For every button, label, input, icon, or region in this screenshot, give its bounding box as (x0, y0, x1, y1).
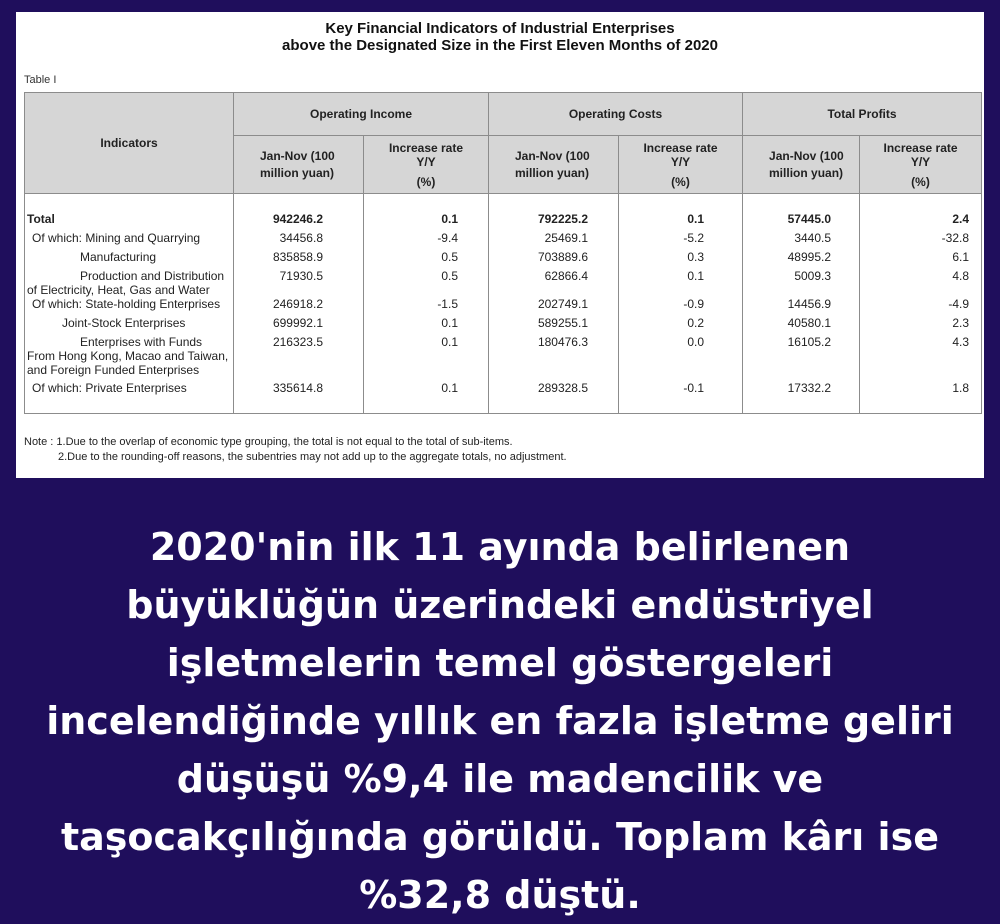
table-card (16, 12, 984, 478)
cell: 1.8 (860, 377, 982, 414)
cell: 0.2 (619, 316, 743, 335)
row-label: Total (25, 212, 234, 231)
profits-rate-header: Increase rate Y/Y (%) (860, 136, 982, 194)
cell: -4.9 (860, 297, 982, 316)
financial-indicators-table (24, 92, 982, 414)
cell: -0.1 (619, 377, 743, 414)
row-label: Enterprises with Funds From Hong Kong, Macao and Taiwan, and Foreign Funded Enterprises (25, 335, 234, 377)
cell: 0.1 (364, 212, 489, 231)
row-label: Of which: State-holding Enterprises (25, 297, 234, 316)
table-title-line-1: Key Financial Indicators of Industrial Enterprises (325, 20, 675, 37)
cell: 5009.3 (743, 269, 860, 297)
cell: 289328.5 (489, 377, 619, 414)
cell: 835858.9 (234, 250, 364, 269)
table-row (25, 212, 982, 231)
cell: 335614.8 (234, 377, 364, 414)
cell: 0.3 (619, 250, 743, 269)
cell: 246918.2 (234, 297, 364, 316)
cell: 2.3 (860, 316, 982, 335)
note-line-2: 2.Due to the rounding-off reasons, the subentries may not add up to the aggregate totals, no adjustment. (58, 451, 567, 463)
row-label: Manufacturing (25, 250, 234, 269)
cell: 0.0 (619, 335, 743, 377)
cell: 942246.2 (234, 212, 364, 231)
cell: 14456.9 (743, 297, 860, 316)
cell: 4.8 (860, 269, 982, 297)
cell: 16105.2 (743, 335, 860, 377)
cell: -5.2 (619, 231, 743, 250)
table-note (24, 435, 567, 465)
cell: 0.1 (364, 377, 489, 414)
cell: 2.4 (860, 212, 982, 231)
table-row (25, 231, 982, 250)
cell: 40580.1 (743, 316, 860, 335)
profits-value-header: Jan-Nov (100 million yuan) (743, 136, 860, 194)
total-profits-header: Total Profits (743, 93, 982, 136)
cell: 0.1 (364, 335, 489, 377)
cell: -32.8 (860, 231, 982, 250)
row-label: Of which: Mining and Quarrying (25, 231, 234, 250)
cell: 62866.4 (489, 269, 619, 297)
cell: -0.9 (619, 297, 743, 316)
note-line-1: Note : 1.Due to the overlap of economic type grouping, the total is not equal to the total of sub-items. (24, 436, 513, 448)
cell: 699992.1 (234, 316, 364, 335)
table-title-line-2: above the Designated Size in the First Eleven Months of 2020 (282, 37, 718, 54)
cell: 0.5 (364, 250, 489, 269)
row-label: Joint-Stock Enterprises (25, 316, 234, 335)
table-row (25, 377, 982, 414)
operating-costs-header: Operating Costs (489, 93, 743, 136)
cell: 57445.0 (743, 212, 860, 231)
income-value-header: Jan-Nov (100 million yuan) (234, 136, 364, 194)
cell: 0.5 (364, 269, 489, 297)
operating-income-header: Operating Income (234, 93, 489, 136)
table-row (25, 316, 982, 335)
table-row (25, 269, 982, 297)
cell: 792225.2 (489, 212, 619, 231)
row-label: Of which: Private Enterprises (25, 377, 234, 414)
caption-text: 2020'nin ilk 11 ayında belirlenen büyüklüğün üzerindeki endüstriyel işletmelerin temel göstergeleri incelendiğinde yıllık en fazla işletme geliri düşüşü %9,4 ile madencilik ve taşocakçılığında görüldü. Toplam kârı ise %32,8 düştü. (46, 525, 954, 917)
cell: 48995.2 (743, 250, 860, 269)
cell: 6.1 (860, 250, 982, 269)
cell: 703889.6 (489, 250, 619, 269)
cell: 71930.5 (234, 269, 364, 297)
cell: 0.1 (619, 212, 743, 231)
cell: 202749.1 (489, 297, 619, 316)
cell: 3440.5 (743, 231, 860, 250)
cell: 25469.1 (489, 231, 619, 250)
table-row (25, 335, 982, 377)
cell: 0.1 (364, 316, 489, 335)
income-rate-header: Increase rate Y/Y (%) (364, 136, 489, 194)
costs-rate-header: Increase rate Y/Y (%) (619, 136, 743, 194)
cell: 589255.1 (489, 316, 619, 335)
table-label: Table I (24, 74, 57, 86)
table-title (16, 20, 984, 54)
row-label: Production and Distribution of Electricity, Heat, Gas and Water (25, 269, 234, 297)
cell: 34456.8 (234, 231, 364, 250)
cell: 17332.2 (743, 377, 860, 414)
table-row (25, 250, 982, 269)
indicators-header: Indicators (25, 93, 234, 194)
cell: -9.4 (364, 231, 489, 250)
cell: 216323.5 (234, 335, 364, 377)
cell: 4.3 (860, 335, 982, 377)
cell: -1.5 (364, 297, 489, 316)
table-row (25, 297, 982, 316)
cell: 180476.3 (489, 335, 619, 377)
costs-value-header: Jan-Nov (100 million yuan) (489, 136, 619, 194)
cell: 0.1 (619, 269, 743, 297)
